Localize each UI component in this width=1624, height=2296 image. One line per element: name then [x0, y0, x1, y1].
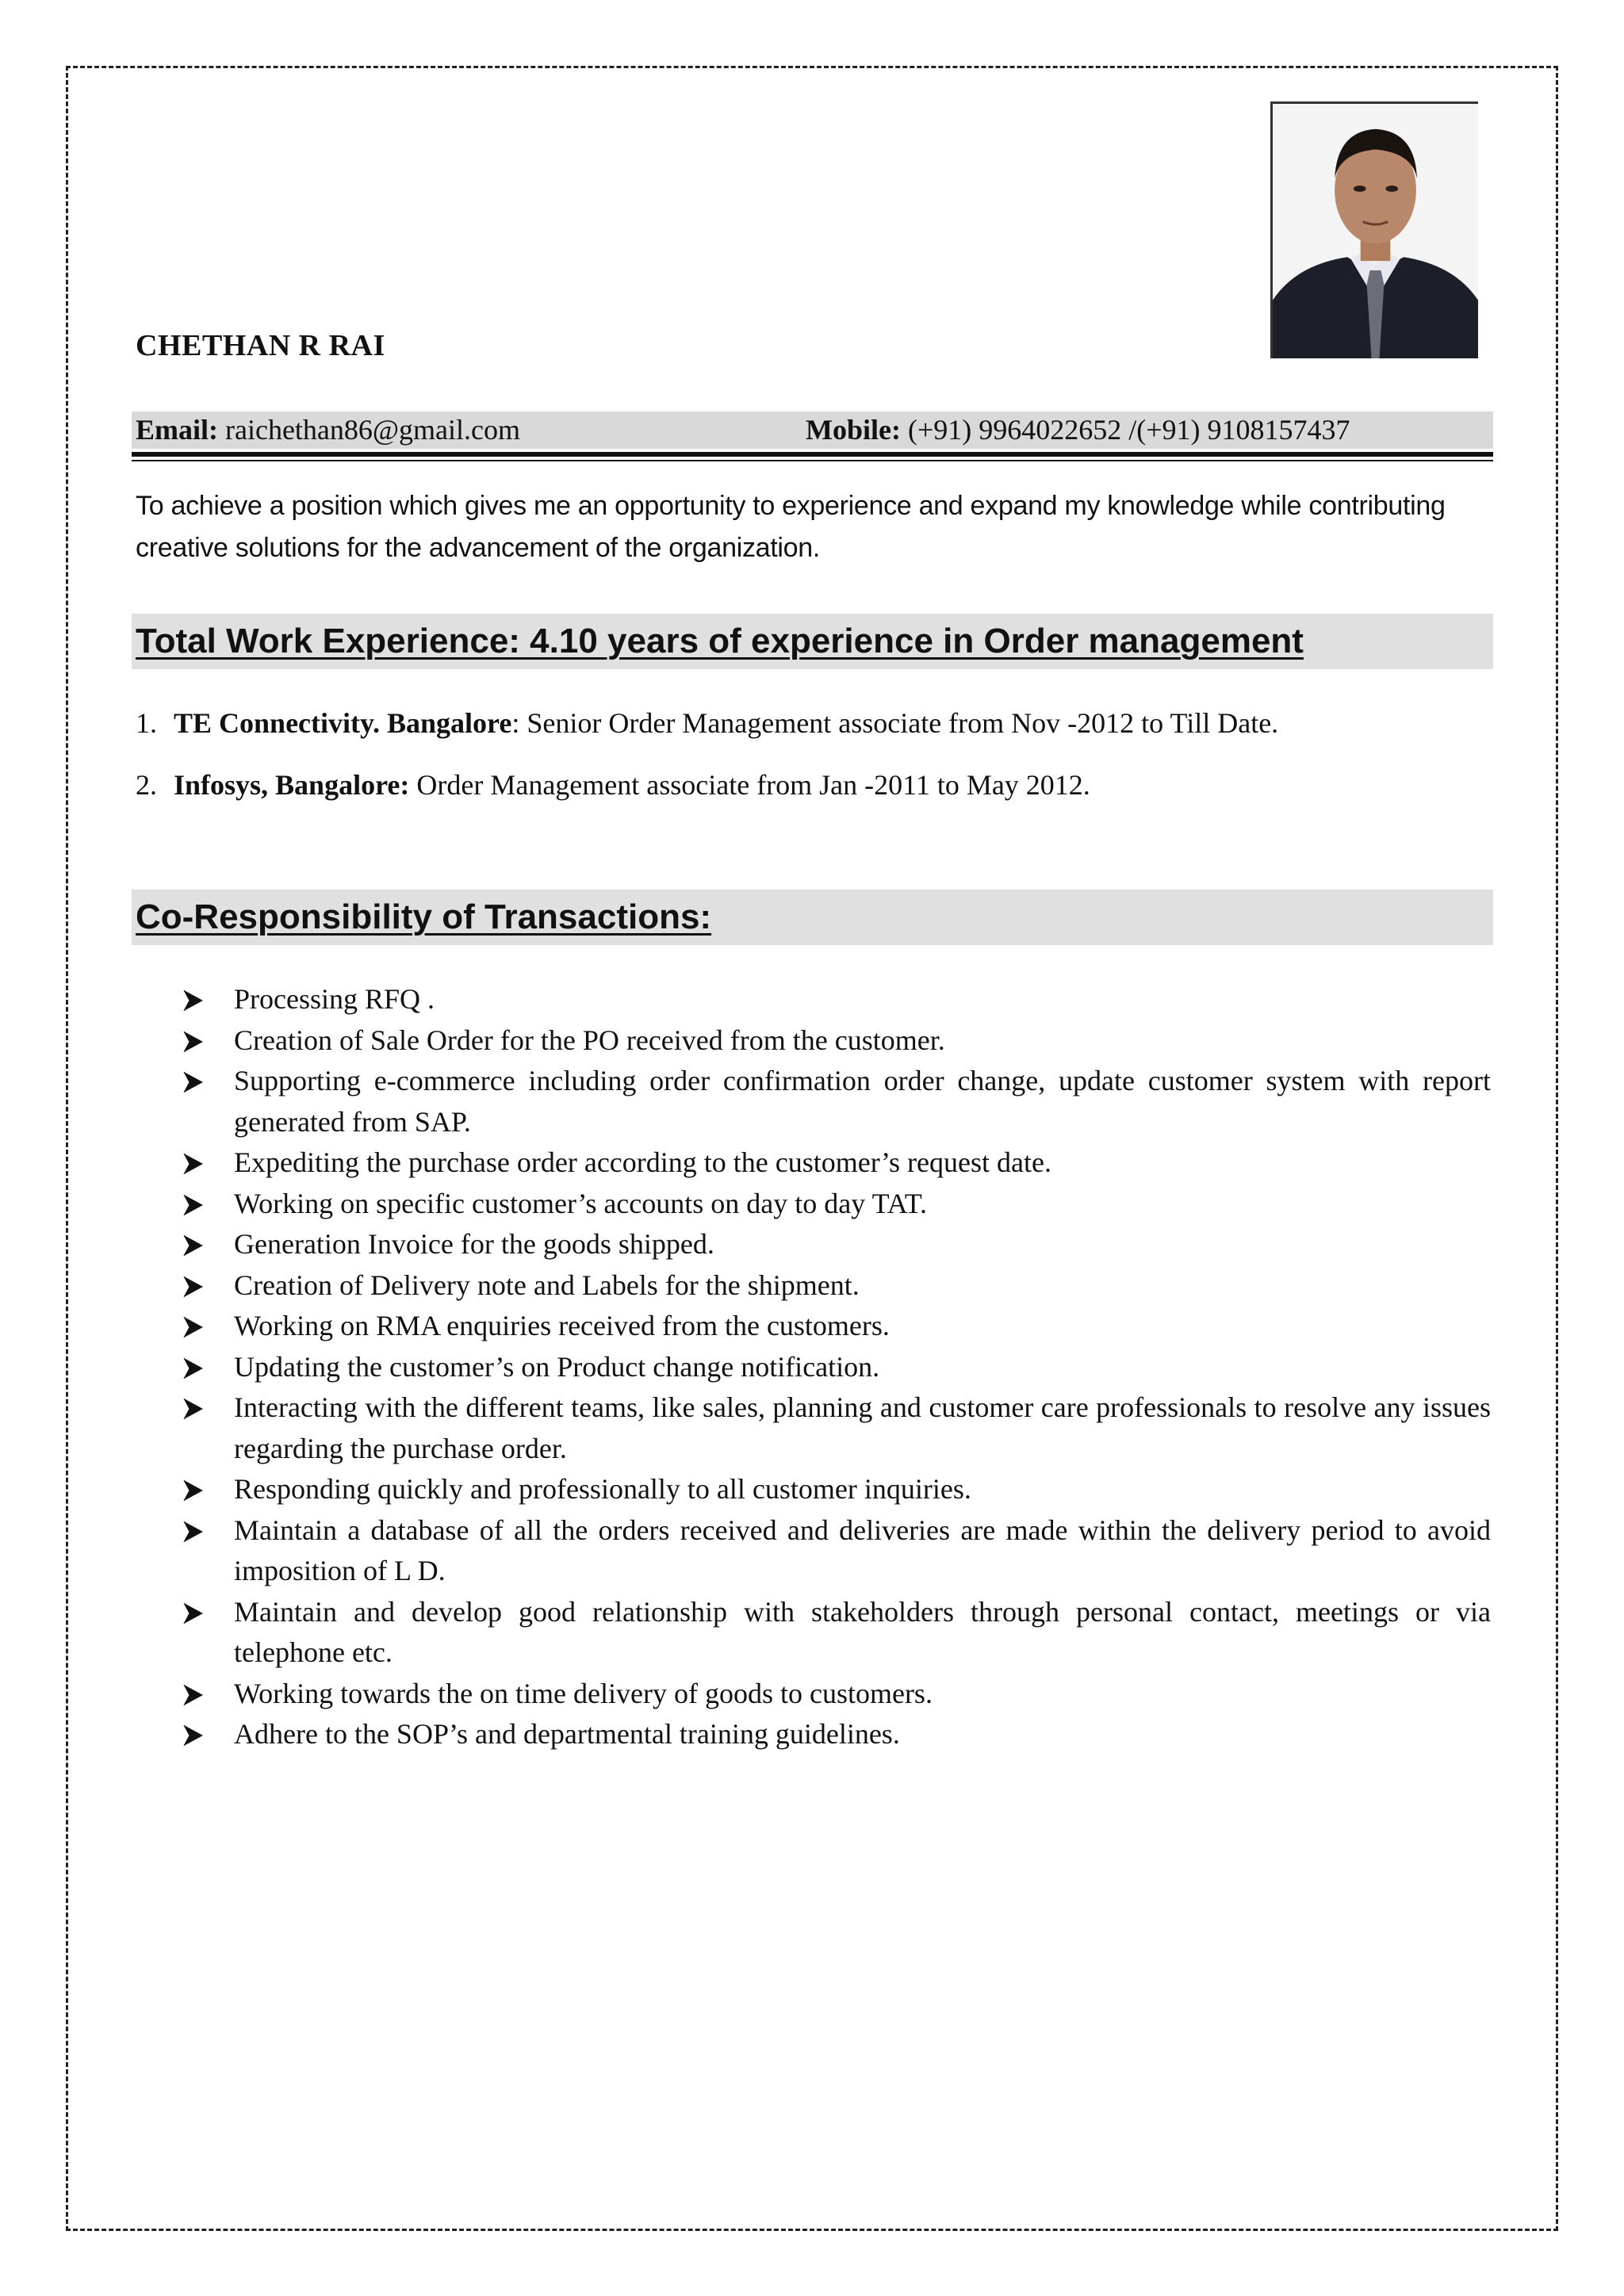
- responsibility-item: [182, 1224, 1491, 1265]
- divider-thick: [132, 452, 1493, 457]
- experience-item: [136, 763, 1278, 825]
- arrowhead-bullet-icon: [182, 1387, 214, 1433]
- responsibility-item: [182, 1347, 1491, 1388]
- responsibility-section-header: [132, 890, 1493, 945]
- responsibility-text: Responding quickly and professionally to all customer inquiries.: [234, 1473, 971, 1505]
- experience-company: TE Connectivity. Bangalore: [174, 707, 512, 739]
- responsibility-list: [182, 979, 1491, 1755]
- responsibility-item: [182, 1306, 1491, 1347]
- experience-list: [136, 701, 1278, 825]
- responsibility-item: [182, 1714, 1491, 1755]
- responsibility-item: [182, 1020, 1491, 1062]
- email-value[interactable]: raichethan86@gmail.com: [218, 414, 521, 446]
- arrowhead-bullet-icon: [182, 1510, 214, 1556]
- arrowhead-bullet-icon: [182, 1061, 214, 1107]
- responsibility-item: [182, 1674, 1491, 1715]
- arrowhead-bullet-icon: [182, 1469, 214, 1515]
- experience-number: 1.: [136, 707, 157, 739]
- career-objective: To achieve a position which gives me an opportunity to experience and expand my knowledge while contributing creative solutions for the advancement of the organization.: [136, 491, 1446, 563]
- divider-thin: [132, 460, 1493, 461]
- responsibility-text: Maintain a database of all the orders received and deliveries are made within the delivery period to avoid imposition of L D.: [234, 1513, 1491, 1586]
- profile-photo: [1270, 101, 1478, 358]
- responsibility-item: [182, 1184, 1491, 1225]
- responsibility-item: [182, 1265, 1491, 1307]
- arrowhead-bullet-icon: [182, 1714, 214, 1760]
- responsibility-item: [182, 1510, 1491, 1592]
- arrowhead-bullet-icon: [182, 1674, 214, 1720]
- responsibility-text: Creation of Delivery note and Labels for the shipment.: [234, 1269, 860, 1301]
- responsibility-item: [182, 979, 1491, 1020]
- responsibility-heading: Co-Responsibility of Transactions:: [136, 897, 712, 936]
- responsibility-text: Creation of Sale Order for the PO received from the customer.: [234, 1024, 945, 1056]
- responsibility-text: Generation Invoice for the goods shipped.: [234, 1228, 714, 1260]
- responsibility-item: [182, 1387, 1491, 1469]
- mobile-label: Mobile:: [806, 414, 901, 446]
- responsibility-item: [182, 1592, 1491, 1674]
- experience-detail: Order Management associate from Jan -2011 to May 2012.: [409, 769, 1090, 801]
- arrowhead-bullet-icon: [182, 1224, 214, 1270]
- arrowhead-bullet-icon: [182, 1020, 214, 1066]
- responsibility-text: Interacting with the different teams, like sales, planning and customer care professionals to resolve any issues regarding the purchase order.: [234, 1391, 1491, 1464]
- mobile-value: (+91) 9964022652 /(+91) 9108157437: [900, 414, 1350, 446]
- responsibility-text: Expediting the purchase order according to the customer’s request date.: [234, 1146, 1051, 1178]
- responsibility-item: [182, 1061, 1491, 1142]
- email-label: Email:: [136, 414, 218, 446]
- responsibility-text: Maintain and develop good relationship with stakeholders through personal contact, meetings or via telephone etc.: [234, 1595, 1491, 1668]
- contact-bar: [132, 411, 1493, 449]
- experience-company: Infosys, Bangalore:: [174, 769, 410, 801]
- arrowhead-bullet-icon: [182, 1306, 214, 1352]
- arrowhead-bullet-icon: [182, 1592, 214, 1638]
- responsibility-text: Working on specific customer’s accounts on day to day TAT.: [234, 1187, 928, 1219]
- arrowhead-bullet-icon: [182, 1347, 214, 1393]
- responsibility-item: [182, 1469, 1491, 1510]
- experience-number: 2.: [136, 769, 157, 801]
- candidate-name: CHETHAN R RAI: [136, 329, 385, 362]
- responsibility-item: [182, 1142, 1491, 1184]
- arrowhead-bullet-icon: [182, 979, 214, 1025]
- experience-heading: Total Work Experience: 4.10 years of experience in Order management: [136, 622, 1304, 660]
- arrowhead-bullet-icon: [182, 1184, 214, 1230]
- responsibility-text: Working on RMA enquiries received from the customers.: [234, 1310, 890, 1341]
- responsibility-text: Working towards the on time delivery of goods to customers.: [234, 1677, 933, 1709]
- responsibility-text: Updating the customer’s on Product change notification.: [234, 1350, 880, 1383]
- experience-section-header: [132, 614, 1493, 669]
- experience-item: [136, 701, 1278, 763]
- person-photo-icon: [1273, 104, 1478, 358]
- responsibility-text: Supporting e-commerce including order confirmation order change, update customer system with report generated from SAP.: [234, 1065, 1491, 1138]
- experience-detail: : Senior Order Management associate from Nov -2012 to Till Date.: [511, 707, 1279, 739]
- arrowhead-bullet-icon: [182, 1265, 214, 1311]
- arrowhead-bullet-icon: [182, 1142, 214, 1188]
- responsibility-text: Processing RFQ .: [234, 983, 435, 1015]
- responsibility-text: Adhere to the SOP’s and departmental training guidelines.: [234, 1718, 900, 1750]
- email-info: [136, 411, 520, 449]
- mobile-info: [806, 411, 1350, 449]
